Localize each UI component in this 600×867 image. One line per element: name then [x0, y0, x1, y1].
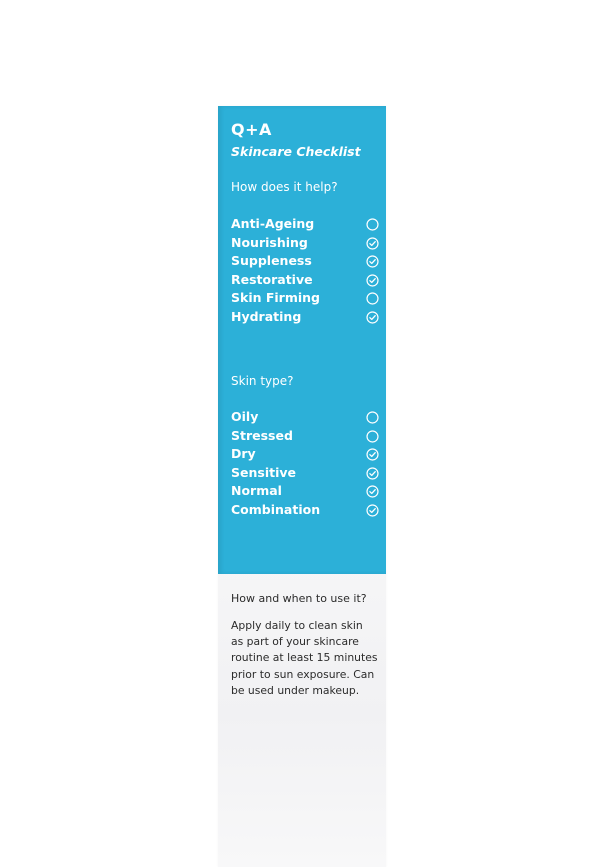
checklist-item	[231, 308, 379, 327]
circle-check-icon	[366, 255, 379, 268]
circle-check-icon	[366, 504, 379, 517]
checklist-item-label: Combination	[231, 501, 321, 517]
checklist-item-label: Oily	[231, 409, 259, 424]
circle-check-icon	[366, 311, 379, 324]
checklist-item	[231, 271, 379, 290]
checklist-item	[231, 289, 379, 308]
checklist-item-label: Sensitive	[231, 464, 296, 480]
circle-check-icon	[366, 467, 379, 480]
circle-check-icon	[366, 274, 379, 287]
benefits-list	[231, 215, 379, 327]
checklist-item	[231, 445, 379, 464]
skin-type-list	[231, 408, 379, 520]
usage-line: Apply daily to clean skin	[231, 619, 363, 632]
checklist-item	[231, 234, 379, 253]
circle-empty-icon	[366, 430, 379, 443]
circle-empty-icon	[366, 218, 379, 231]
circle-check-icon	[366, 237, 379, 250]
checklist-item-label: Stressed	[231, 427, 293, 443]
checklist-item-label: Normal	[231, 483, 282, 499]
usage-text	[231, 618, 381, 699]
checklist-item	[231, 252, 379, 271]
checklist-item-label: Suppleness	[231, 253, 312, 269]
product-box	[218, 106, 386, 867]
skin-type-title: Skin type?	[231, 374, 294, 388]
checklist-item	[231, 464, 379, 483]
benefits-title: How does it help?	[231, 180, 338, 194]
checklist-item-label: Restorative	[231, 271, 313, 287]
checklist-item-label: Dry	[231, 446, 256, 462]
checklist-item-label: Nourishing	[231, 234, 308, 250]
checklist-item	[231, 501, 379, 520]
usage-line: prior to sun exposure. Can	[231, 667, 375, 681]
checklist-item	[231, 215, 379, 234]
circle-empty-icon	[366, 411, 379, 424]
checklist-item-label: Anti-Ageing	[231, 216, 315, 231]
checklist-item-label: Hydrating	[231, 308, 302, 324]
checklist-item	[231, 427, 379, 446]
circle-check-icon	[366, 485, 379, 498]
checklist-item	[231, 408, 379, 427]
circle-check-icon	[366, 448, 379, 461]
checklist-item-label: Skin Firming	[231, 290, 320, 306]
brand-logo: Q+A	[231, 120, 272, 139]
circle-empty-icon	[366, 292, 379, 305]
checklist-item	[231, 482, 379, 501]
checklist-title: Skincare Checklist	[231, 144, 361, 159]
usage-line: routine at least 15 minutes	[231, 651, 378, 665]
usage-title: How and when to use it?	[231, 592, 367, 605]
usage-line: as part of your skincare	[231, 635, 359, 649]
checklist-panel	[218, 106, 386, 574]
usage-line: be used under makeup.	[231, 683, 360, 697]
